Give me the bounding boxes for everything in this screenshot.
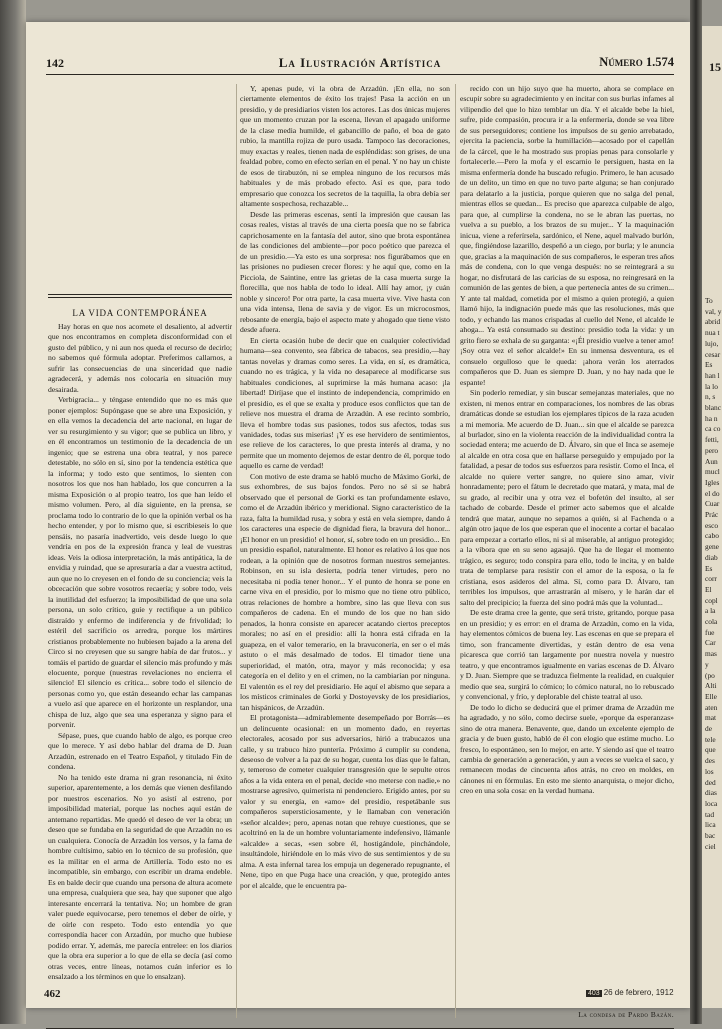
article-paragraph: recido con un hijo suyo que ha muerto, ahora se complace en escupir sobre su agradecimiento y en incitar con sus burlas infames al vilipendio del que lo hizo temblar un día. Y el alcalde bebe la hiel, sufre, pide compasión, procura ir a la enfermería, donde se vea libre de sus perseguidores; contiene los impulsos de su genio arrebatado, ejercita la paciencia, sorbe la humillación—acosado por el capellán de la cárcel, que le ha mostrado sus propias penas para consolarle y fortalecerle.—Pero la mofa y el escarnio le persiguen, hasta en la misma enfermería donde ha buscado refugio. Primero, le han acusado de un delito, un timo en que no tuvo parte alguna; se han conjurado para delatarlo a la justicia, porque quieren que no salga del penal, mientras ellos se quedan... Es preciso que aparezca culpable de algo, para que, al cumplirse la condena, no se le abran las puertas, no vuelva a su pueblo, a los brazos de su mujer... Y la maquinación inicua, viene a referírsela, sardónico, el Nene, aquel malvado burlón, que, fingiéndose lazarillo, despeñó a un ciego, por burla; y le anuncia que, gracias a la maquinación de sus compañeros, le esperan tres años más de condena, con lo que venga después: no se reintegrará a su hogar, no disfrutará de las caricias de su esposa, no reingresará en la comunión de las gentes de bien, a que pertenecía antes de su crimen... Y ante tal maldad, cometida por el mismo a quien protegió, a quien llamó hijo, la indignación puede más que las resoluciones, más que todo, y echando las manos crispadas al cuello del Nene, el alcalde le ahoga... Ya está consumado su destino: presidio toda la vida: y un grito fiero se exhala de su garganta: «¡Él presidio vuelve a tener amo! ¡Soy otra vez el señor alcalde!» En su inmensa desventura, es el consuelo orgulloso que le queda: ¡ahora verán los aterrados compañeros que D. Juan es siempre D. Juan, y no hay nada que le espante! [460, 84, 674, 387]
column-divider [236, 84, 237, 1018]
header-title: La Ilustración Artística [278, 55, 442, 70]
facing-page-fragment: copl [705, 595, 718, 605]
article-paragraph: No ha tenido este drama ni gran resonancia, ni éxito superior, aparentemente, a los demás que vienen desfilando por nuestros escenarios. No yo asistí al estreno, por imposibilidad material, porque las noches aquí están de antemano repartidas. Me quedó el deseo de ver la obra; un deseo que se fundaba en la seguridad de que Arzadún no es un cualquiera. Conocía de Arzadún los versos, y la fama de hombre cultísimo, sabio en lo técnico de su profesión, que es la militar en el arma de Artillería. Todo esto no es incompatible, sin embargo, con escribir un drama endeble. Es en balde decir que cuando una persona de altura acomete una empresa, cualquiera que sea, hay que suponer que algo interesante encerrará la tentativa. No; un hombre de gran valer puede equivocarse, pero tenemos el deber de oírle, y de oírle con respeto. Todo esto entendía yo que correspondía hacer con Arzadún, por mucho que hubiese podido errar. Y, además, me parecía entrelee: en los diarios que la obra era superior a lo que de ella se decía (así como otras veces, entre líneas, notamos cuán inferior es lo ensalzado a los términos en que lo ensalzan). [48, 772, 232, 982]
facing-page-fragment: El [705, 584, 712, 594]
facing-page-fragment: corr [705, 574, 717, 584]
facing-page-fragment: mucl [705, 467, 720, 477]
facing-page-fragment: lica [705, 820, 716, 830]
book-gutter [690, 0, 702, 1024]
facing-page-fragment: ha n [705, 413, 718, 423]
header-issue-number: Número 1.574 [599, 55, 674, 69]
facing-page-fragment: fetti, [705, 435, 719, 445]
article-paragraph: Con motivo de este drama se habló mucho de Máximo Gorki, de sus exhombres, de sus bajos fondos. Pero no sé si se habrá observado que el personal de Gorki es tan profundamente eslavo, como el de Arzadún ibérico y meridional. Signo característico de la raza, falta la humildad rusa, y sobra y está en vela siempre, dando á los caracteres una especie de dignidad fiera, la bravura del honor... ¡El honor en un presidio! el honor, sí, sobre todo en un presidio... En un presidio español, naturalmente. El honor es relativo á los que nos rodean, a la opinión que de nosotros forman nuestros semejantes. Robinson, en su isla desierta, podría tener virtudes, pero no necesitaba ni podía tener honor... Y el punto de honra se pone en carne viva en el presidio, por lo mismo que no tiene otro público, otras relaciones de hombre a hombre, sino las que lleva con sus compañeros de cadena. En el mundo de los que no han sido penados, la honra consiste en aparecer acatando ciertos preceptos morales; no así en el presidio: allí la honra está cifrada en la guapeza, en el valor temerario, en la bravuconería, en ser o el más astuto o el más desalmado de todos. El timador tiene una superioridad, el matón, otra, mayor y más reconocida; y esa categoría en el delito y en el crimen, no la cambiarían por ninguna. El valentón es el rey del presidiario. He aquí el abismo que separa a los místicos criminales de Gorki y Dostoyevsky de los presidiarios, tan hispánicos, de Arzadún. [240, 471, 450, 712]
facing-page-fragment: diab [705, 552, 718, 562]
facing-page-fragment: de [705, 724, 712, 733]
facing-page-fragment: los [705, 766, 714, 776]
facing-page-fragment: abrid [705, 317, 721, 327]
facing-page-fragment: Elle [705, 691, 717, 701]
article-column-2 [240, 84, 450, 891]
facing-page-fragment: que [705, 745, 716, 755]
facing-page-fragment: ciel [705, 841, 716, 851]
facing-page-fragment: (po [705, 670, 715, 680]
header-page-number: 142 [46, 56, 64, 70]
article-paragraph: Hay horas en que nos acomete el desaliento, al advertir que nos encontramos en completa disconformidad con el gusto del público, y ni aun nos queda el recurso de decirlo; no sabemos qué fórmula adoptar. Preferimos callarnos, a sufrir las consecuencias de una sinceridad que nadie agradecerá, y además nos colocaría en situación muy desairada. [48, 322, 232, 394]
facing-page-fragment: bac [705, 831, 716, 840]
column-divider [455, 84, 456, 1018]
facing-page-fragment: y [705, 659, 709, 669]
facing-page-fragment: a la [705, 606, 716, 616]
section-title: LA VIDA CONTEMPORÁNEA [72, 308, 208, 318]
facing-page-fragment: han l [705, 370, 720, 380]
facing-page-fragment: dias [705, 788, 717, 798]
article-paragraph: Sin poderlo remediar, y sin buscar semejanzas materiales, que no existen, ni menos entrar en comparaciones, los nombres de las obras dramáticas donde se estudian los ejemplares típicos de la raza acuden a mi memoria. Me acuerdo de D. Juan... sin que el alcalde se parezca al burlador, sino en la violenta reacción de la individualidad contra la sociedad entera; me acuerdo de D. Álvaro, sin que el Inca se asemeje al alcalde en otra cosa que en hallarse perseguido y empujado por la fatalidad, a pesar de todos sus esfuerzos para resistir. Como el Inca, el alcalde no quiere verter sangre, no quiere sino amar, vivir honradamente; pero el fátum le decretado que matará, y mata, mal de su grado, al recibir una y otra vez el bofetón del insulto, al ser tachado de cobarde. Desde el primer acto sabemos que el alcalde tendrá que matar, aunque no sepamos a quién, si al Fachenda o a algún otro jaque de los que esperan que el inocente a cortar el bacalao para empezar a cortarlo ellos, ni si al miserable, al antiguo protegido; a la víbora que en su seno agasajó. Que ha de llegar el momento trágico, es seguro; todo conspira para ello, todo le incita, y en balde trata de templarse para resistir con el amor de la esposa, o la fe cristiana, esos asideros del alma. Sí, como para D. Álvaro, tan terribles los impulsos, que arrastrarán al mísero, y le harán dar el salto del precipicio; la fuerza del sino podrá más que la voluntad... [460, 388, 674, 607]
facing-page-fragment: ded [705, 777, 716, 787]
facing-page-fragment: el do [705, 488, 720, 498]
facing-page-fragment: fue [705, 627, 715, 637]
facing-page-fragment: des [705, 756, 715, 766]
section-heading [48, 294, 232, 320]
facing-page-fragment: esco [705, 520, 719, 530]
facing-page-fragment: loca [705, 798, 718, 808]
facing-page-fragment: Igles [705, 477, 720, 487]
header-rule [46, 74, 674, 75]
facing-page-fragment: gene [705, 542, 719, 552]
facing-page-fragment: Alti [705, 681, 717, 691]
facing-page-fragment: aten [705, 702, 718, 712]
article-paragraph: Y, apenas pude, vi la obra de Arzadún. ¡En ella, no son ciertamente elementos de éxito los trajes! Pasa la acción en un presidio, y de presidiarios visten los actores. Las dos únicas mujeres que un momento cruzan por la escena, llevan el apagado uniforme de la clase media humilde, el gabancillo de paño, el boa de gato rubio, la mantilla rojiza de puro usada. Tampoco las decoraciones, muy exactas y reales, tienen nada de espléndidas: son grises, de una fealdad pobre, como en efecto serían en el penal. Y no hay un chiste de esos de tirabuzón, ni se emplea ninguno de los recursos más habituales y de más probado efecto. Así es que, para todo empresario que conozca los secretos de la taquilla, la obra debía ser altamente sospechosa, rechazable... [240, 84, 450, 209]
facing-page-edge [702, 26, 722, 1008]
facing-page-fragment: Prác [705, 510, 719, 519]
archive-stamp [586, 988, 674, 997]
section-rule [48, 297, 232, 298]
facing-page-fragment: la lo [705, 381, 718, 391]
facing-page-fragment: Aun [705, 456, 718, 466]
facing-page-fragment: mas [705, 649, 717, 659]
article-paragraph: El protagonista—admirablemente desempeñado por Borrás—es un delincuente ocasional: en un momento dado, en reyertas electorales, acosado por sus adversarios, hirió a trabucazos una calle, y su trabuco hizo puntería. Próximo á cumplir su condena, deseoso de volver a la paz de su hogar, cuenta los días que le faltan, y, temeroso de cometer cualquier transgresión que le sepulte otros años a la vida entera en el penal, decide «no meterse con nadie,» no mostrarse agresivo, quimerista ni pendenciero. Erigido antes, por su valor y su energía, en «amo» del presidio, respetábanle sus compañeros supersticiosamente, y le llamaban con veneración «señor alcalde»; pero, apenas notan que rehuye cuestiones, que se acoltrinó en la de un hombre voluntariamente indefensivo, llámanle «alcalde» a secas, «sen sobre él, hostigándole, pinchándole, insultándole, hiriéndole en lo más vivo de sus sentimientos y de su alma. A esta infernal tarea los empuja un degenerado repugnante, el Nene, tipo en que Puga hace una creación, y que, protegido antes por el alcalde, que le encuentra pa- [240, 713, 450, 890]
facing-page-fragment: To [705, 296, 713, 305]
article-paragraph: Desde las primeras escenas, sentí la impresión que causan las cosas reales, vistas al través de una cierta poesía que no se fabrica caprichosamente en la fantasía del autor, sino que brota espontánea de las condiciones del ambiente—por poco poético que parezca el de un presidio.—Ya esto es una sorpresa: nos figurábamos que en las prisiones no pudiesen crecer flores: y he aquí que, como en la Picciola, de Saintine, entre las grietas de la casa muerta surge la florecilla, que nos habla de todo lo ideal. Allí hay amor, ¡y cuán noble y sincero! Por otra parte, la casa muerta vive. Vive hasta con una vida intensa, llena de savia y de vigor. Es un microcosmos, rebosante de energía, bajo el aspecto mate y ahogado que tiene visto desde afuera. [240, 209, 450, 335]
facing-page-fragment: n, s [705, 392, 716, 402]
left-margin-shadow [0, 0, 26, 1024]
article-paragraph: Verbigracia... y téngase entendido que no es más que poner ejemplos: Supóngase que se abre una Exposición, y en ella vemos la decadencia del arte nacional, en lugar de ver su resurgimiento y su vigor; que se publica un libro, y en él encontramos un testimonio de la decadencia de un ingenio; que se estrena una obra teatral, y nos parece detestable, no sólo en sí, sino por la tendencia estética que la informa; y todo esto que sentimos, lo sienten con nosotros los que nos han hablado, los que concurren a la misma Exposición o al propio teatro, los que han leído el mismo volumen. Pero, al día siguiente, en la prensa, se proclama todo lo contrario de lo que la opinión verbal os ha hecho entender, y por lo mismo que, si escribieseis lo que pensáis, no pasaría inadvertido, veis desde luego lo que vendría en pos de la expresión franca y leal de vuestras ideas. Veis la odiosa interpretación, la más antipática, la de envidia y ruindad, que se apresuraría a dar a vuestra actitud, aun que no lo creyesen en el fondo de su conciencia; veis la obcecación que sobre vosotros recaería; y sobre todo, veis la inutilidad del esfuerzo; la imposibilidad de que una sola persona, un solo crítico, guíe y rectifique a un público distraído y enfermo de indiferencia y de frivolidad; lo estéril del sacrificio os arredra, porque los mártires cristianos probablemente no hubiesen bajado a la arena del Circo si no creyesen que su sangre había de dar frutos... y tomáis el partido de guardar el silencio más profundo y más elocuente, porque (nuestras revelaciones no encierra el silencio! El silencio es crítica... sobre todo el silencio de personas como yo, que están deseando echar las campanas a vuelo así que aparece en el horizonte un resplandor, una chispa de luz, algo que sea una esperanza y signo para el porvenir. [48, 395, 232, 730]
facing-page-fragment: tele [705, 734, 716, 744]
page-header [46, 52, 674, 70]
article-paragraph: Sépase, pues, que cuando hablo de algo, es porque creo que lo merece. Y así debo hablar del drama de D. Juan Arzadún, estrenado en el Teatro Español, y titulado Fin de condena. [48, 730, 232, 772]
facing-page-fragment: ca co [705, 424, 721, 434]
facing-page-fragment: nua t [705, 328, 720, 338]
footer-page-number: 462 [44, 988, 61, 1000]
facing-page-fragment: mat [705, 713, 717, 723]
facing-page-fragment: cabo [705, 531, 719, 541]
article-paragraph: De este drama cree la gente, que será triste, gritando, porque pasa en un presidio; y es error: en el drama de Arzadún, como en la vida, hay elementos cómicos de buena ley. Las escenas en que se prepara el timo, son francamente divertidas, y están dentro de esa vena picaresca que corrió tan largamente por nuestra novela y nuestro teatro, y que encontramos igualmente en varias escenas de D. Álvaro y D. Juan. Siempre que se traduzca fielmente la realidad, en cualquier medio que sea, surgirá lo cómico; lo cómico natural, no lo rebuscado y convencional, y frío, y deplorable del chiste teatral al uso. [460, 608, 674, 702]
facing-page-fragment: Es [705, 563, 713, 573]
article-paragraph: De todo lo dicho se deducirá que el primer drama de Arzadún me ha agradado, y no sólo, como decirse suele, «porque da esperanzas» sino de otra manera. Benavente, que, dando un excelente ejemplo de gracia y de buen gusto, habló de él con elogio que estime mucho. Lo fresco, lo espontáneo, sen lo mejor, en arte. Y siendo así que el teatro cambia de generación a generación, y aun a veces se vuelca el saco, y remanecen modas de cincuenta años atrás, no creo en moldes, en cánones ni en fórmulas. En esto me siento anarquista, o mejor dicho, creo en una sola cosa: en la verdad humana. [460, 702, 674, 796]
facing-page-fragment: Es [705, 360, 713, 370]
article-signature: La condesa de Pardo Bazán. [578, 1010, 674, 1019]
facing-page-fragment: pero [705, 445, 719, 455]
facing-page-number: 15 [709, 60, 721, 74]
section-rule [48, 294, 232, 295]
magazine-page [26, 22, 690, 1019]
facing-page-fragment: lujo, [705, 338, 719, 348]
stamp-date: 26 de febrero, 1912 [603, 988, 674, 997]
stamp-label: 403 [588, 990, 600, 997]
facing-page-fragment: tad [705, 809, 715, 819]
facing-page-fragment: Cuar [705, 499, 720, 509]
facing-page-fragment: cola [705, 617, 718, 626]
facing-page-fragment: Car [705, 638, 716, 648]
article-paragraph: En cierta ocasión hube de decir que en cualquier colectividad humana—sea convento, sea fábrica de tabacos, sea presidio,—hay tantas novelas y dramas como seres. La vida, en sí, es dramática, cuando no es trágica, y la vida no desaparece al modificarse sus habituales condiciones, al suprimirse la más humana acaso: ¡la libertad! Diríjase que el instinto de independencia, comprimido en el presidio, es el que se exalta y produce esos conflictos que tan de relieve nos muestra el drama de Arzadún. A ese recinto sombrío, lleva el hombre todas sus pasiones, todos sus afectos, todas sus vanidades, todas sus miserias! ¡Y es ese hervidero de sentimientos, ese relieve de los caracteres, lo que presta interés al drama, y no permite que un momento dejemos de estar dentro de él, porque todo aquello es carne de verdad! [240, 335, 450, 471]
facing-page-fragment: val, y [705, 306, 722, 316]
article-column-3 [460, 84, 674, 797]
article-column-1 [48, 322, 232, 983]
facing-page-fragment: cesar [705, 349, 721, 359]
facing-page-fragment: blanc [705, 403, 722, 412]
